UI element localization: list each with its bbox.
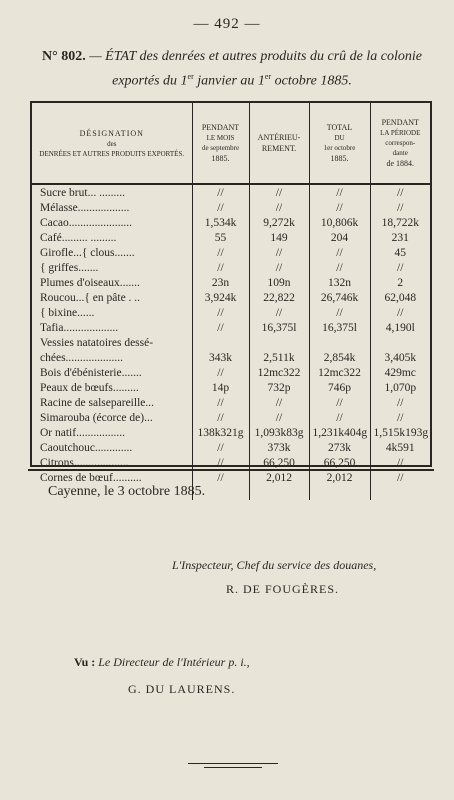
row-value: 149 (249, 230, 309, 245)
table-row (32, 365, 430, 380)
row-value: 1,070p (384, 381, 417, 394)
row-value: // (192, 470, 249, 485)
row-value: 1,231k404g (309, 425, 370, 440)
row-value: 55 (192, 230, 249, 245)
signature-name: R. DE FOUGÈRES. (226, 582, 340, 596)
row-value: 26,746k (309, 290, 370, 305)
row-label: Bois d'ébénisterie....... (32, 365, 192, 380)
header-pendant-mois-l1: PENDANT (201, 123, 240, 132)
row-label: Cornes de bœuf.......... (32, 470, 192, 485)
row-value: 4,190l (385, 321, 415, 334)
row-value: 2,854k (309, 350, 370, 365)
table-row (32, 410, 430, 425)
header-anterieurement-l1: ANTÉRIEU- (257, 133, 301, 142)
row-value: // (397, 186, 404, 199)
header-periode-l5: de 1884. (386, 159, 415, 168)
row-value: 3,924k (192, 290, 249, 305)
header-total-l1: TOTAL (326, 123, 353, 132)
row-value: // (397, 411, 404, 424)
row-label: Tafia................... (32, 320, 192, 335)
table-row (32, 200, 430, 215)
row-value: 45 (394, 246, 406, 259)
row-value (249, 335, 309, 350)
row-value: 66,250 (309, 455, 370, 470)
row-value: // (309, 245, 370, 260)
row-value: // (192, 410, 249, 425)
row-value: // (249, 184, 309, 200)
exports-table-grid (32, 103, 430, 500)
row-value: // (309, 410, 370, 425)
exports-table (30, 101, 432, 484)
filler-cell (309, 485, 370, 500)
row-label: Vessies natatoires dessé- (32, 335, 192, 350)
row-value: 373k (249, 440, 309, 455)
row-value: 4k591 (385, 441, 415, 454)
table-row (32, 215, 430, 230)
filler-cell (370, 485, 430, 500)
header-periode-l1: PENDANT (381, 118, 419, 127)
row-value: // (192, 245, 249, 260)
row-value: 138k321g (192, 425, 249, 440)
heading-number: N° 802. (42, 49, 86, 64)
row-value: 66,250 (249, 455, 309, 470)
row-value: 62,048 (384, 291, 417, 304)
row-value: // (192, 320, 249, 335)
table-body (32, 184, 430, 500)
row-value: 132n (309, 275, 370, 290)
row-value: 273k (309, 440, 370, 455)
row-label: Caoutchouc............. (32, 440, 192, 455)
header-total-l4: 1885. (330, 154, 349, 163)
row-label: { bixine...... (32, 305, 192, 320)
row-value: 343k (192, 350, 249, 365)
header-designation-mid: des (107, 139, 117, 148)
header-designation-main: DÉSIGNATION (79, 128, 144, 138)
row-value: // (249, 260, 309, 275)
row-value: // (397, 396, 404, 409)
row-value: 429mc (384, 366, 416, 379)
heading-sup-2: er (264, 72, 272, 81)
table-row (32, 335, 430, 350)
table-row (32, 275, 430, 290)
row-value: // (249, 305, 309, 320)
row-label: Citrons................... (32, 455, 192, 470)
closing-rule (188, 763, 278, 764)
row-value: // (192, 395, 249, 410)
row-value: // (309, 260, 370, 275)
table-header-row (32, 103, 430, 184)
approval-label: Vu : (74, 655, 96, 669)
header-total (309, 103, 370, 184)
row-value: 1,515k193g (373, 426, 429, 439)
header-anterieurement (249, 103, 309, 184)
row-value: 2 (397, 276, 404, 289)
row-value: 2,012 (309, 470, 370, 485)
row-value: // (309, 305, 370, 320)
table-row (32, 290, 430, 305)
row-value: // (192, 200, 249, 215)
signature-date: Cayenne, le 3 octobre 1885. (48, 484, 206, 499)
header-pendant-mois (192, 103, 249, 184)
heading-text-3: octobre 1885. (271, 73, 352, 89)
approval-line (74, 655, 250, 670)
row-value: 3,405k (384, 351, 417, 364)
row-value: // (249, 395, 309, 410)
row-label: Girofle...{ clous....... (32, 245, 192, 260)
header-periode-l4: dante (392, 149, 408, 157)
row-value: // (397, 261, 404, 274)
row-value: // (309, 395, 370, 410)
header-anterieurement-l2: REMENT. (261, 144, 297, 153)
row-label: Sucre brut... ......... (32, 184, 192, 200)
header-pendant-mois-l2: LE MOIS (206, 134, 235, 142)
row-label: Plumes d'oiseaux....... (32, 275, 192, 290)
table-row (32, 184, 430, 200)
row-label: Simarouba (écorce de)... (32, 410, 192, 425)
row-value: 2,511k (249, 350, 309, 365)
table-row (32, 230, 430, 245)
row-value: // (192, 455, 249, 470)
row-label: Cacao...................... (32, 215, 192, 230)
filler-cell (249, 485, 309, 500)
row-value (309, 335, 370, 350)
heading-text-1: — ÉTAT des denrées et autres produits du crû de la colonie exportés du 1 (85, 49, 422, 89)
row-value: 2,012 (249, 470, 309, 485)
row-value: 14p (192, 380, 249, 395)
header-total-l3: 1er octobre (323, 144, 356, 152)
table-row (32, 425, 430, 440)
row-value: 746p (309, 380, 370, 395)
header-total-l2: DU (334, 134, 345, 142)
row-value: // (192, 260, 249, 275)
row-value: 12mc322 (309, 365, 370, 380)
header-designation-sub: DENRÉES ET AUTRES PRODUITS EXPORTÉS. (39, 149, 185, 158)
row-value: 1,093k83g (249, 425, 309, 440)
row-value: 22,822 (249, 290, 309, 305)
table-row (32, 395, 430, 410)
approval-name: G. DU LAURENS. (128, 682, 236, 696)
header-pendant-mois-l3: de septembre (201, 144, 240, 152)
row-value: // (192, 184, 249, 200)
row-value: 12mc322 (249, 365, 309, 380)
table-row (32, 320, 430, 335)
table-row (32, 440, 430, 455)
row-value: 16,375l (309, 320, 370, 335)
closing-rule-short (204, 767, 262, 768)
row-value: // (397, 456, 404, 469)
row-value: // (249, 245, 309, 260)
page-number: — 492 — (193, 16, 261, 32)
table-row (32, 350, 430, 365)
header-periode (370, 103, 430, 184)
row-value: 732p (249, 380, 309, 395)
row-value: // (309, 200, 370, 215)
row-label: Mélasse.................. (32, 200, 192, 215)
approval-role: Le Directeur de l'Intérieur p. i., (95, 655, 250, 669)
row-value: // (192, 440, 249, 455)
table-row (32, 380, 430, 395)
document-heading (32, 47, 432, 92)
row-label: Racine de salsepareille... (32, 395, 192, 410)
heading-text-2: janvier au 1 (193, 73, 265, 89)
table-row (32, 245, 430, 260)
row-value (192, 335, 249, 350)
row-value: // (192, 365, 249, 380)
signature-role: L'Inspecteur, Chef du service des douanes, (172, 558, 377, 572)
row-value: 204 (309, 230, 370, 245)
row-value: 10,806k (309, 215, 370, 230)
header-periode-l2: LA PÉRIODE (380, 129, 421, 137)
row-value: // (397, 471, 404, 484)
header-designation (32, 103, 192, 184)
heading-sup-1: er (187, 72, 194, 81)
row-value: 109n (249, 275, 309, 290)
table-row (32, 455, 430, 470)
table-row (32, 470, 430, 485)
row-value: // (309, 184, 370, 200)
row-value: // (397, 306, 404, 319)
table-row (32, 305, 430, 320)
row-value: // (192, 305, 249, 320)
row-label: Peaux de bœufs......... (32, 380, 192, 395)
row-value (370, 335, 430, 350)
row-label: chées.................... (32, 350, 192, 365)
row-value: 18,722k (381, 216, 419, 229)
row-value: // (249, 200, 309, 215)
row-value: 23n (192, 275, 249, 290)
row-value: 231 (391, 231, 409, 244)
row-value: // (397, 201, 404, 214)
header-periode-l3: correspon- (385, 139, 416, 147)
row-label: { griffes....... (32, 260, 192, 275)
row-label: Café......... ......... (32, 230, 192, 245)
row-value: 1,534k (192, 215, 249, 230)
row-label: Or natif................. (32, 425, 192, 440)
row-value: 9,272k (249, 215, 309, 230)
table-row (32, 260, 430, 275)
row-value: 16,375l (249, 320, 309, 335)
row-value: // (249, 410, 309, 425)
header-pendant-mois-l4: 1885. (211, 154, 230, 163)
row-label: Roucou...{ en pâte . .. (32, 290, 192, 305)
